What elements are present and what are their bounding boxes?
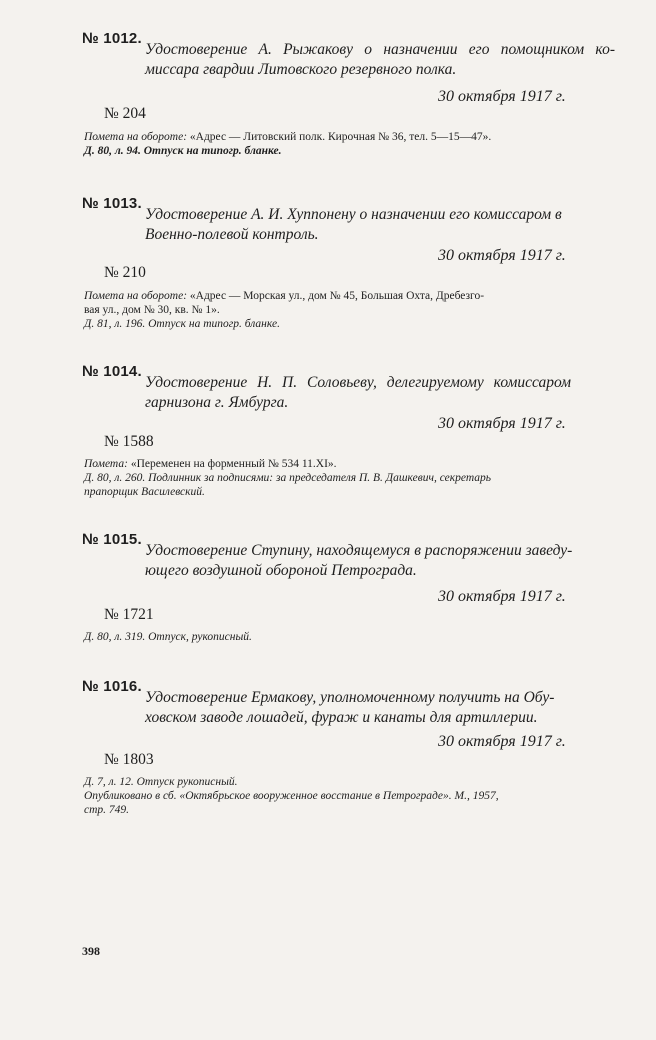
entry-number: № 1012. [82,30,142,47]
registration-number: № 210 [104,264,146,281]
note-line: Д. 81, л. 196. Отпуск на типогр. бланке. [84,318,280,330]
entry-number: № 1016. [82,678,142,695]
entry-notes [84,289,614,331]
entry-title [145,688,615,728]
entry-number: № 1015. [82,531,142,548]
entry-notes [84,630,614,644]
note-line: Д. 80, л. 94. Отпуск на типогр. бланке. [84,145,282,157]
title-line: Удостоверение Ступину, находящемуся в распоряжении заведу- [145,542,573,559]
title-line: ховском заводе лошадей, фураж и канаты для артиллерии. [145,709,538,726]
note-line: Д. 7, л. 12. Отпуск рукописный. [84,776,238,788]
entry-date: 30 октября 1917 г. [438,733,566,750]
note-line [84,457,614,471]
note-text: «Адрес — Литовский полк. Кирочная № 36, тел. 5—15—47». [189,131,492,143]
note-line: Опубликовано в сб. «Октябрьское вооруженное восстание в Петрограде». М., 1957, [84,790,499,802]
entry-date: 30 октября 1917 г. [438,588,566,605]
note-line: вая ул., дом № 30, кв. № 1». [84,304,220,316]
entry-date: 30 октября 1917 г. [438,415,566,432]
note-line: стр. 749. [84,804,130,816]
entry-title [145,541,615,581]
title-line: Удостоверение А. И. Хуппонену о назначении его комиссаром в [145,206,562,223]
page-number: 398 [82,944,100,958]
title-line: Удостоверение Н. П. Соловьеву, делегируемому комиссаром [145,374,572,391]
note-label: Помета на обороте: [84,290,188,302]
entry-date: 30 октября 1917 г. [438,88,566,105]
note-line: Д. 80, л. 319. Отпуск, рукописный. [84,631,252,643]
note-line [84,130,614,144]
note-line [84,289,614,303]
title-line: Удостоверение Ермакову, уполномоченному получить на Обу- [145,689,555,706]
entry-title [145,205,615,245]
entry-notes [84,775,614,817]
note-text: «Переменен на форменный № 534 11.XI». [130,458,337,470]
registration-number: № 1803 [104,751,154,768]
note-text: «Адрес — Морская ул., дом № 45, Большая Охта, Дребезго- [189,290,485,302]
registration-number: № 204 [104,105,146,122]
entry-notes [84,130,614,158]
title-line: ющего воздушной обороной Петрограда. [145,562,417,579]
entry-number: № 1014. [82,363,142,380]
entry-title [145,40,615,80]
note-label: Помета: [84,458,128,470]
note-line: Д. 80, л. 260. Подлинник за подписями: за председателя П. В. Дашкевич, секретарь [84,472,492,484]
entry-number: № 1013. [82,195,142,212]
title-line: Военно-полевой контроль. [145,226,319,243]
note-line: прапорщик Василевский. [84,486,205,498]
entry-notes [84,457,614,499]
title-line: гарнизона г. Ямбурга. [145,394,289,411]
title-line: Удостоверение А. Рыжакову о назначении его помощником ко- [145,41,615,58]
registration-number: № 1588 [104,433,154,450]
note-label: Помета на обороте: [84,131,188,143]
title-line: миссара гвардии Литовского резервного полка. [145,61,457,78]
registration-number: № 1721 [104,606,154,623]
entry-date: 30 октября 1917 г. [438,247,566,264]
entry-title [145,373,615,413]
